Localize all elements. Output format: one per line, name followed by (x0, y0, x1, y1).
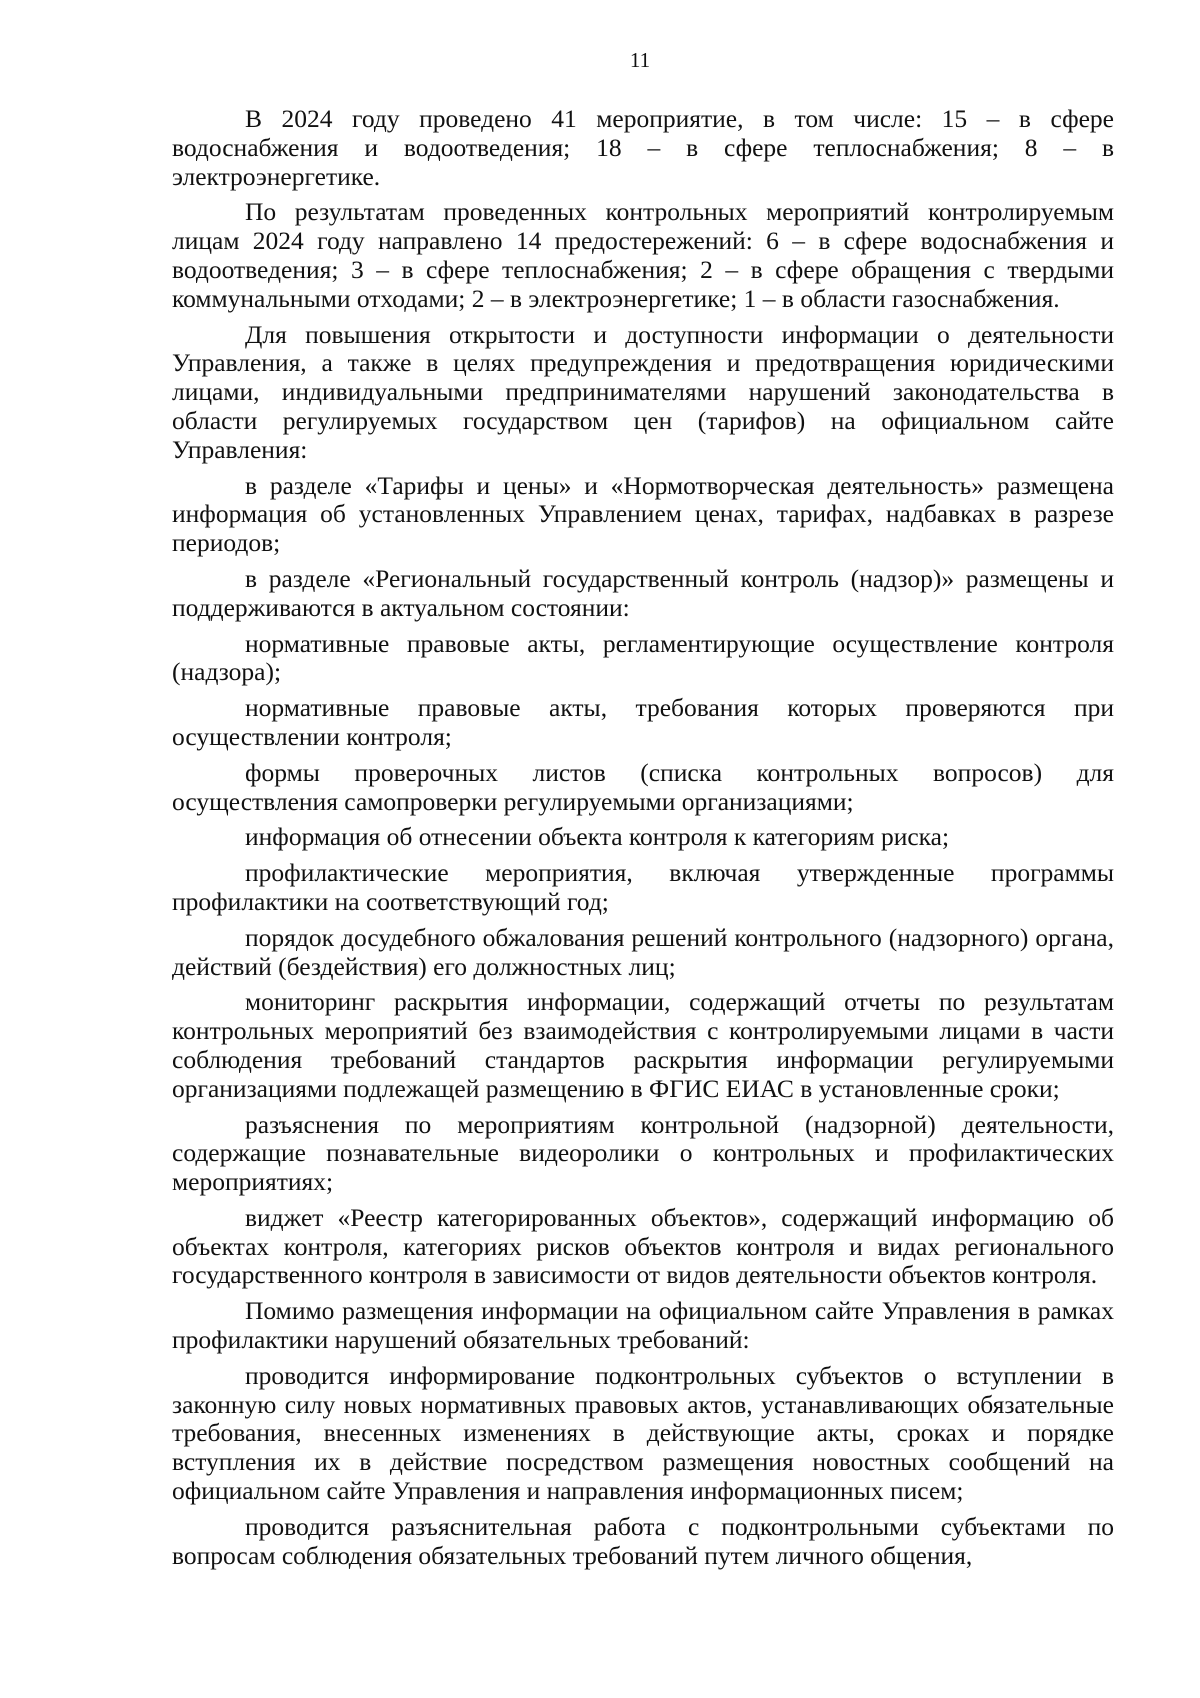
list-item-disclosure-monitoring: мониторинг раскрытия информации, содержащий отчеты по результатам контрольных мероприятий без взаимодействия с контролируемыми лицами в части соблюдения требований стандартов раскрытия информации регулируемыми организациями подлежащей размещению в ФГИС ЕИАС в установленные сроки; (172, 987, 1114, 1103)
list-item-informing: проводится информирование подконтрольных субъектов о вступлении в законную силу новых нормативных правовых актов, устанавливающих обязательные требования, внесенных изменениях в действующие акты, сроках и порядке вступления их в действие посредством размещения новостных сообщений на официальном сайте Управления и направления информационных писем; (172, 1360, 1114, 1506)
list-item-risk-categories: информация об отнесении объекта контроля к категориям риска; (245, 822, 950, 852)
document-body (172, 105, 1114, 1576)
list-item-tariffs-section: в разделе «Тарифы и цены» и «Нормотворческая деятельность» размещена информация об установленных Управлением ценах, тарифах, надбавках в разрезе периодов; (172, 470, 1114, 558)
list-item-appeal-procedure: порядок досудебного обжалования решений контрольного (надзорного) органа, действий (бездействия) его должностных лиц; (172, 922, 1114, 981)
list-item-regulatory-acts: нормативные правовые акты, регламентирующие осуществление контроля (надзора); (172, 628, 1114, 687)
list-item-preventive-events: профилактические мероприятия, включая утвержденные программы профилактики на соответствующий год; (172, 858, 1114, 916)
list-item-explanatory-work: проводится разъяснительная работа с подконтрольными субъектами по вопросам соблюдения обязательных требований путем личного общения, (172, 1511, 1114, 1570)
list-item-checklists: формы проверочных листов (списка контрольных вопросов) для осуществления самопроверки регулируемыми организациями; (172, 757, 1114, 816)
paragraph-openness: Для повышения открытости и доступности информации о деятельности Управления, а также в целях предупреждения и предотвращения юридическими лицами, индивидуальными предпринимателями нарушений законодательства в области регулируемых государством цен (тарифов) на официальном сайте Управления: (172, 319, 1114, 464)
paragraph-events-2024: В 2024 году проведено 41 мероприятие, в том числе: 15 – в сфере водоснабжения и водоотведения; 18 – в сфере теплоснабжения; 8 – в электроэнергетике. (172, 104, 1114, 191)
list-item-control-section: в разделе «Региональный государственный контроль (надзор)» размещены и поддерживаются в актуальном состоянии: (172, 563, 1114, 622)
paragraph-warnings: По результатам проведенных контрольных мероприятий контролируемым лицам 2024 году направлено 14 предостережений: 6 – в сфере водоснабжения и водоотведения; 3 – в сфере теплоснабжения; 2 – в сфере обращения с твердыми коммунальными отходами; 2 – в электроэнергетике; 1 – в области газоснабжения. (172, 197, 1114, 313)
list-item-registry-widget: виджет «Реестр категорированных объектов», содержащий информацию об объектах контроля, категориях рисков объектов контроля и видах регионального государственного контроля в зависимости от видов деятельности объектов контроля. (172, 1202, 1114, 1290)
list-item-verified-acts: нормативные правовые акты, требования которых проверяются при осуществлении контроля; (172, 693, 1114, 751)
paragraph-additional-measures: Помимо размещения информации на официальном сайте Управления в рамках профилактики нарушений обязательных требований: (172, 1296, 1114, 1355)
page-number: 11 (629, 48, 651, 72)
list-item-explanations: разъяснения по мероприятиям контрольной (надзорной) деятельности, содержащие познавательные видеоролики о контрольных и профилактических мероприятиях; (172, 1109, 1114, 1197)
